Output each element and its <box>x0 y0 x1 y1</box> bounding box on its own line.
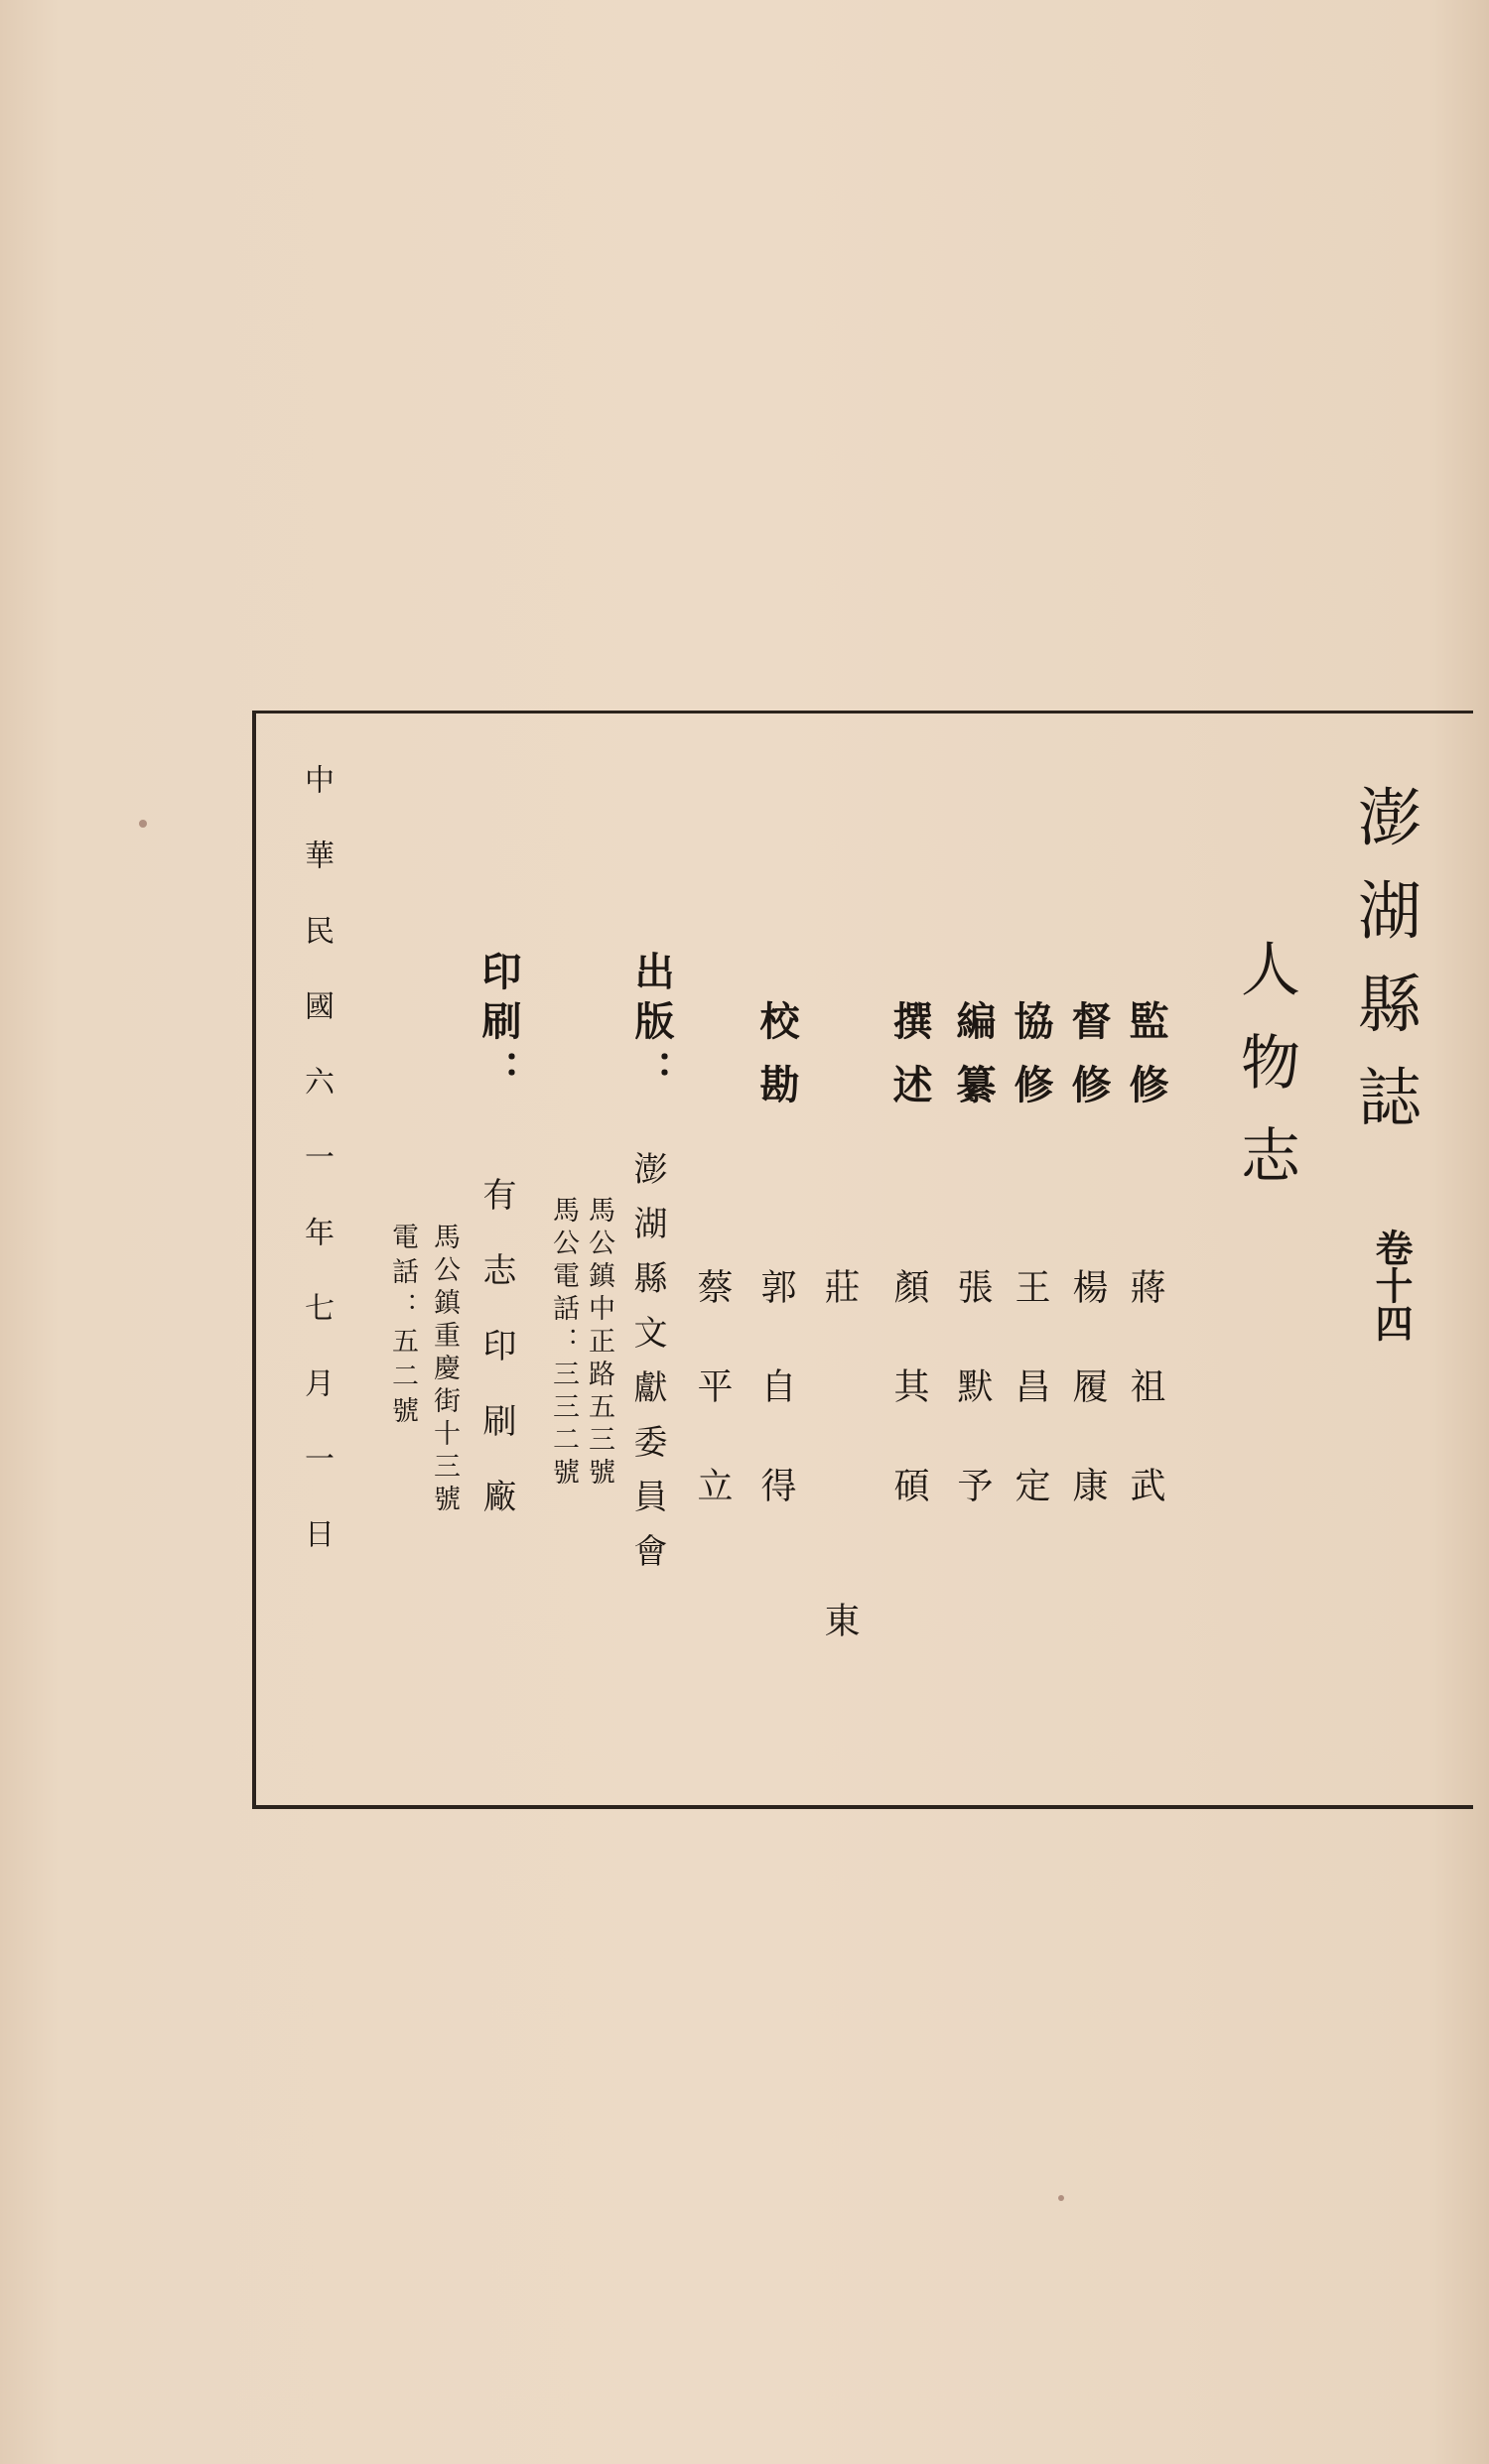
printer-label: 印刷： <box>475 951 521 1100</box>
printer-address: 馬公鎮重慶街十三號 <box>429 1223 460 1517</box>
book-title: 澎湖縣誌 <box>1347 784 1421 1157</box>
credit-name: 楊履康 <box>1067 1268 1108 1566</box>
paper-speck <box>1058 2195 1064 2201</box>
credit-role: 監修 <box>1123 1000 1168 1127</box>
publisher-name: 澎湖縣文獻委員會 <box>627 1151 667 1588</box>
credit-role: 督修 <box>1065 1000 1111 1127</box>
credit-name: 王昌定 <box>1010 1268 1050 1566</box>
credit-name: 蔡平立 <box>692 1268 733 1566</box>
printer-name: 有志印刷廠 <box>476 1177 516 1554</box>
paper-speck <box>139 820 147 828</box>
volume-label: 卷十四 <box>1369 1229 1413 1342</box>
credit-name: 張默予 <box>952 1268 993 1566</box>
publisher-label: 出版： <box>628 951 674 1100</box>
credit-name: 顏其碩 <box>888 1268 929 1566</box>
credit-role: 撰述 <box>886 1000 932 1127</box>
printer-phone: 電話：五二號 <box>387 1223 418 1431</box>
section-title: 人物志 <box>1231 938 1300 1218</box>
credit-role: 校勘 <box>753 1000 799 1127</box>
credit-name: 莊東 <box>819 1268 860 1935</box>
publisher-address: 馬公鎮中正路五三號 <box>584 1196 614 1491</box>
credit-name: 蔣祖武 <box>1125 1268 1165 1566</box>
credit-role: 編纂 <box>950 1000 996 1127</box>
credit-name: 郭自得 <box>755 1268 796 1566</box>
publication-date: 中華民國六一年七月一日 <box>299 764 334 1594</box>
credit-role: 協修 <box>1008 1000 1053 1127</box>
publisher-phone: 馬公電話：三三二號 <box>548 1196 579 1491</box>
